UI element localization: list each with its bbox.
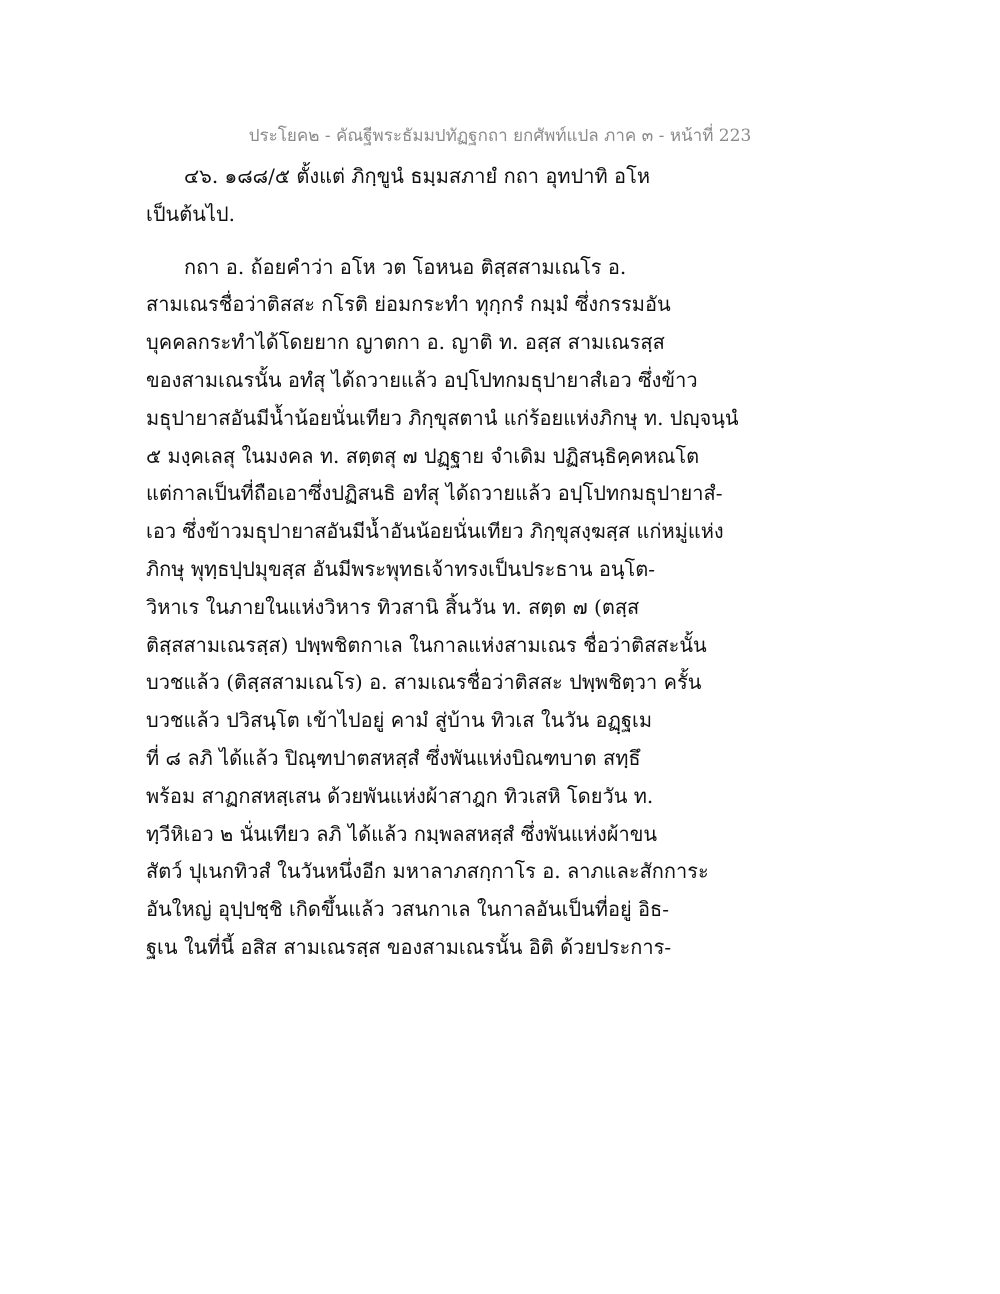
page-header	[0, 122, 1000, 149]
text-line: มธุปายาสอันมีน้ำน้อยนั่นเทียว ภิกฺขุสตานํ แก่ร้อยแห่งภิกษุ ท. ปญฺจนฺนํ	[146, 405, 739, 430]
text-line: บุคคลกระทำได้โดยยาก ญาตกา อ. ญาติ ท. อสฺส สามเณรสฺส	[146, 330, 665, 355]
text-line: แต่กาลเป็นที่ถือเอาซึ่งปฏิสนธิ อทํสุ ได้ถวายแล้ว อปฺโปทกมธุปายาสํ-	[146, 481, 723, 506]
text-line: บวชแล้ว (ติสฺสสามเณโร) อ. สามเณรชื่อว่าติสสะ ปพฺพชิตฺวา ครั้น	[146, 670, 702, 695]
text-line: พร้อม สาฏกสหสฺเสน ด้วยพันแห่งผ้าสาฎก ทิวเสหิ โดยวัน ท.	[146, 783, 654, 808]
text-line: บวชแล้ว ปวิสนฺโต เข้าไปอยู่ คามํ สู่บ้าน ทิวเส ในวัน อฏฺฐเม	[146, 708, 653, 733]
text-line: วิหาเร ในภายในแห่งวิหาร ทิวสานิ สิ้นวัน ท. สตฺต ๗ (ตสฺส	[146, 594, 640, 619]
text-line: กถา อ. ถ้อยคำว่า อโห วต โอหนอ ติสฺสสามเณโร อ.	[184, 254, 627, 279]
text-line: เอว ซึ่งข้าวมธุปายาสอันมีน้ำอันน้อยนั่นเทียว ภิกฺขุสงฺฆสฺส แก่หมู่แห่ง	[146, 519, 724, 544]
text-line: ๔๖. ๑๘๘/๕ ตั้งแต่ ภิกฺขูนํ ธมฺมสภายํ กถา อุทปาทิ อโห	[184, 164, 650, 188]
text-line: ภิกษุ พุทฺธปฺปมุขสฺส อันมีพระพุทธเจ้าทรงเป็นประธาน อนฺโต-	[146, 556, 656, 581]
text-line: อันใหญ่ อุปฺปชฺชิ เกิดขึ้นแล้ว วสนกาเล ในกาลอันเป็นที่อยู่ อิธ-	[146, 897, 670, 922]
text-line: สัตว์ ปุเนกทิวสํ ในวันหนึ่งอีก มหาลาภสกฺกาโร อ. ลาภและสักการะ	[146, 859, 709, 884]
text-line: ๕ มงฺคเลสุ ในมงคล ท. สตฺตสุ ๗ ปฏฺฐาย จำเดิม ปฏิสนฺธิคฺคหณโต	[146, 443, 700, 468]
document-body	[146, 158, 739, 967]
paragraph-1	[146, 158, 726, 234]
text-line: เป็นต้นไป.	[146, 201, 235, 226]
text-line: ของสามเณรนั้น อทํสุ ได้ถวายแล้ว อปฺโปทกมธุปายาสํเอว ซึ่งข้าว	[146, 367, 698, 392]
page-header-text: ประโยค๒ - คัณฐีพระธัมมปทัฏฐกถา ยกศัพท์แปล ภาค ๓ - หน้าที่ 223	[248, 126, 752, 146]
text-line: ฐเน ในที่นี้ อสิส สามเณรสฺส ของสามเณรนั้น อิติ ด้วยประการ-	[146, 934, 672, 959]
text-line: สามเณรชื่อว่าติสสะ กโรติ ย่อมกระทำ ทุกฺกรํ กมฺมํ ซึ่งกรรมอัน	[146, 292, 671, 317]
text-line: ติสฺสสามเณรสฺส) ปพฺพชิตกาเล ในกาลแห่งสามเณร ชื่อว่าติสสะนั้น	[146, 632, 707, 657]
text-line: ทฺวีหิเอว ๒ นั่นเทียว ลภิ ได้แล้ว กมฺพลสหสฺสํ ซึ่งพันแห่งผ้าขน	[146, 821, 658, 846]
paragraph-2	[146, 249, 739, 967]
text-line: ที่ ๘ ลภิ ได้แล้ว ปิณฺฑปาตสหสฺสํ ซึ่งพันแห่งบิณฑบาต สทฺธึ	[146, 745, 641, 770]
